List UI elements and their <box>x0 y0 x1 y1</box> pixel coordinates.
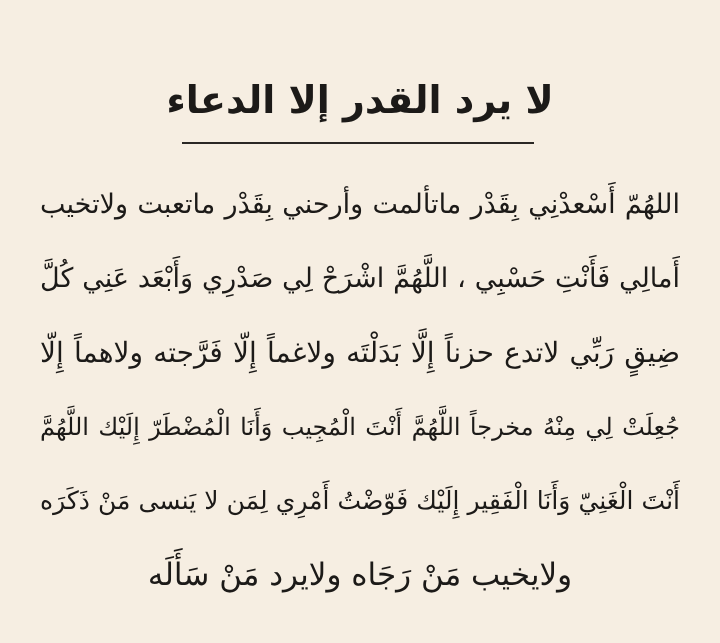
text-line: ضِيقٍ رَبِّي لاتدع حزناً إِلَّا بَدَلْتَه ولاغماً إِلّا فَرَّجته ولاهماً إِلّا <box>40 336 680 369</box>
text-line: اللهُمّ أَسْعدْنِي بِقَدْر ماتألمت وأرحني بِقَدْر ماتعبت ولاتخيب <box>40 189 680 220</box>
text-line: ولايخيب مَنْ رَجَاه ولايرد مَنْ سَأَلَه <box>147 557 573 593</box>
text-line: أَمالِي فَأَنْتِ حَسْبِي ، اللَّهُمَّ اشْرَحْ لِي صَدْرِي وَأَبْعَد عَنِي كُلَّ <box>40 263 680 294</box>
text-line: جُعِلَتْ لِي مِنْهُ مخرجاً اللَّهُمَّ أَنْتَ الْمُجِيب وَأَنَا الْمُضْطَرّ إِلَيْك اللَّهُمَّ <box>40 413 680 441</box>
text-line: أَنْتَ الْغَنِيّ وَأَنَا الْفَقِير إِلَيْك فَوّضْتُ أَمْرِي لِمَن لا يَنسى مَنْ ذَكَرَه <box>40 486 680 515</box>
title-underline <box>182 142 534 144</box>
prayer-text <box>40 168 680 612</box>
page-title: لا يرد القدر إلا الدعاء <box>166 78 554 122</box>
